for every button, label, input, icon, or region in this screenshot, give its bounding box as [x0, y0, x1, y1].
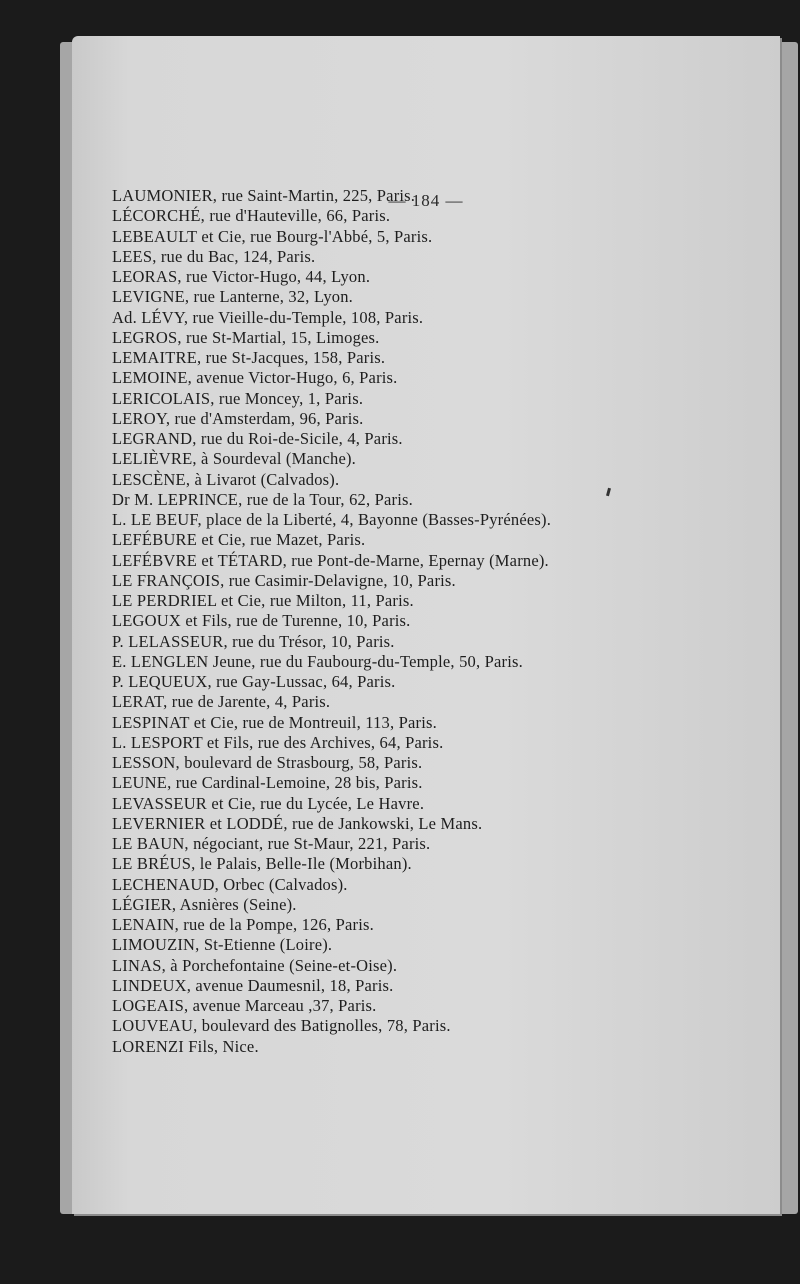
list-item: LEBEAULT et Cie, rue Bourg-l'Abbé, 5, Paris.: [112, 226, 433, 246]
directory-list: [112, 186, 752, 1057]
list-item: LEGRAND, rue du Roi-de-Sicile, 4, Paris.: [112, 429, 403, 448]
list-item: LEVIGNE, rue Lanterne, 32, Lyon.: [112, 287, 353, 307]
list-item: LELIÈVRE, à Sourdeval (Manche).: [112, 449, 356, 469]
list-item: P. LELASSEUR, rue du Trésor, 10, Paris.: [112, 631, 395, 651]
list-item: LENAIN, rue de la Pompe, 126, Paris.: [112, 915, 374, 934]
list-item: LEES, rue du Bac, 124, Paris.: [112, 246, 316, 266]
list-item: LINAS, à Porchefontaine (Seine-et-Oise).: [112, 955, 398, 975]
list-item: LEMOINE, avenue Victor-Hugo, 6, Paris.: [112, 368, 398, 388]
list-item: LESCÈNE, à Livarot (Calvados).: [112, 469, 340, 489]
list-item: L. LE BEUF, place de la Liberté, 4, Bayonne (Basses-Pyrénées).: [112, 510, 552, 529]
list-item: LESPINAT et Cie, rue de Montreuil, 113, Paris.: [112, 712, 437, 732]
list-item: LEFÉBURE et Cie, rue Mazet, Paris.: [112, 530, 366, 550]
list-item: LEMAITRE, rue St-Jacques, 158, Paris.: [112, 348, 386, 367]
list-item: Ad. LÉVY, rue Vieille-du-Temple, 108, Paris.: [112, 307, 424, 327]
list-item: LEVASSEUR et Cie, rue du Lycée, Le Havre.: [112, 793, 425, 813]
list-item: LEGOUX et Fils, rue de Turenne, 10, Paris.: [112, 611, 411, 631]
list-item: LE BAUN, négociant, rue St-Maur, 221, Paris.: [112, 834, 431, 853]
list-item: LEUNE, rue Cardinal-Lemoine, 28 bis, Paris.: [112, 773, 423, 793]
list-item: LOGEAIS, avenue Marceau ,37, Paris.: [112, 996, 377, 1015]
list-item: P. LEQUEUX, rue Gay-Lussac, 64, Paris.: [112, 672, 396, 691]
list-item: LÉGIER, Asnières (Seine).: [112, 894, 297, 914]
list-item: L. LESPORT et Fils, rue des Archives, 64, Paris.: [112, 732, 444, 752]
list-item: LEORAS, rue Victor-Hugo, 44, Lyon.: [112, 267, 371, 286]
list-item: LEVERNIER et LODDÉ, rue de Jankowski, Le Mans.: [112, 813, 483, 833]
list-item: LE BRÉUS, le Palais, Belle-Ile (Morbihan).: [112, 854, 412, 874]
list-item: LIMOUZIN, St-Etienne (Loire).: [112, 935, 333, 955]
list-item: LERAT, rue de Jarente, 4, Paris.: [112, 692, 331, 712]
list-item: LERICOLAIS, rue Moncey, 1, Paris.: [112, 388, 364, 408]
list-item: LECHENAUD, Orbec (Calvados).: [112, 874, 348, 894]
list-item: LAUMONIER, rue Saint-Martin, 225, Paris.: [112, 186, 416, 205]
page-number: — 184 —: [388, 191, 464, 210]
list-item: LÉCORCHÉ, rue d'Hauteville, 66, Paris.: [112, 206, 391, 226]
list-item: LESSON, boulevard de Strasbourg, 58, Paris.: [112, 753, 423, 772]
list-item: LE FRANÇOIS, rue Casimir-Delavigne, 10, Paris.: [112, 570, 456, 590]
list-item: E. LENGLEN Jeune, rue du Faubourg-du-Temple, 50, Paris.: [112, 651, 523, 671]
list-item: LEROY, rue d'Amsterdam, 96, Paris.: [112, 408, 364, 428]
list-item: LORENZI Fils, Nice.: [112, 1036, 259, 1056]
list-item: Dr M. LEPRINCE, rue de la Tour, 62, Paris.: [112, 489, 413, 509]
list-item: LINDEUX, avenue Daumesnil, 18, Paris.: [112, 975, 394, 995]
list-item: LOUVEAU, boulevard des Batignolles, 78, Paris.: [112, 1016, 451, 1036]
list-item: LEFÉBVRE et TÉTARD, rue Pont-de-Marne, Epernay (Marne).: [112, 550, 549, 570]
list-item: LEGROS, rue St-Martial, 15, Limoges.: [112, 327, 380, 347]
list-item: LE PERDRIEL et Cie, rue Milton, 11, Paris.: [112, 591, 414, 610]
